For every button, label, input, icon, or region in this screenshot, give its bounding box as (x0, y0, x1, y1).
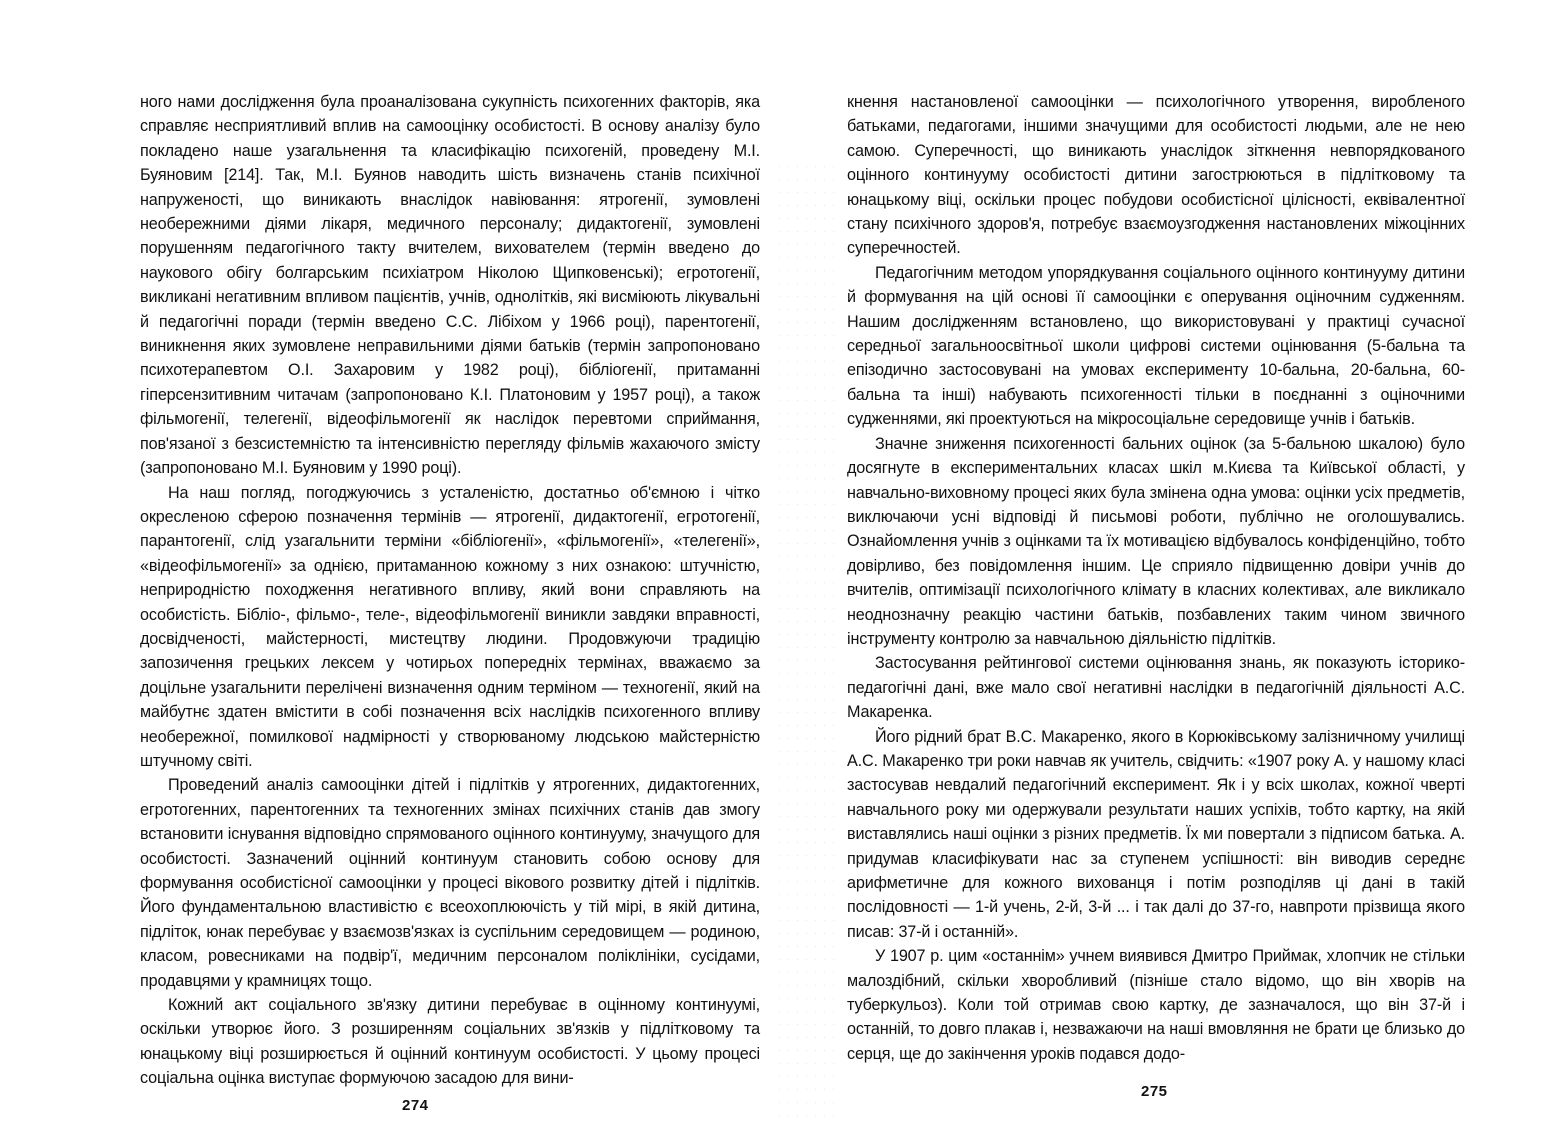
right-paragraph-4: Застосування рейтингової системи оцінювання знань, як показують історико-педагогічні дані, вже мало свої негативні наслідки в педагогічній діяльності А.С. Макаренка. (847, 654, 1465, 722)
right-paragraph-1: кнення настановленої самооцінки — психологічного утворення, виробленого батьками, педагогами, іншими значущими для особистості людьми, але не нею самою. Суперечності, що виникають унаслідок зіткнення невпорядкованого оцінного континууму особистості дитини загострюються в підлітковому та юнацькому віці, оскільки процес побудови особистісної цілісності, еквівалентної стану психічного здоров'я, потребує взаємоузгодження настановлених міжоцінних суперечностей. (847, 93, 1465, 258)
left-paragraph-3: Проведений аналіз самооцінки дітей і підлітків у ятрогенних, дидактогенних, егротогенних, парентогенних та техногенних змінах психічних станів дав змогу встановити існування відповідно спрямованого оцінного континууму, значущого для особистості. Зазначений оцінний континуум становить собою основу для формування особистісної самооцінки у процесі вікового розвитку дітей і підлітків. Його фундаментальною властивістю є всеохоплюючість у тій мірі, в якій дитина, підліток, юнак перебуває у взаємозв'язках із суспільним середовищем — родиною, класом, ровесниками на подвір'ї, медичним персоналом поліклініки, сусідами, продавцями у крамницях тощо. (140, 776, 760, 990)
left-page (140, 90, 760, 1091)
left-paragraph-4: Кожний акт соціального зв'язку дитини перебуває в оцінному континуумі, оскільки утворює його. З розширенням соціальних зв'язків у підлітковому та юнацькому віці розширюється й оцінний континуум особистості. У цьому процесі соціальна оцінка виступає формуючою засадою для вини- (140, 996, 760, 1088)
gutter-shadow (775, 160, 835, 1120)
left-paragraph-1: ного нами дослідження була проаналізована сукупність психогенних факторів, яка справляє несприятливий вплив на самооцінку особистості. В основу аналізу було покладено наше узагальнення та класифікацію психогеній, проведену М.І. Буяновим [214]. Так, М.І. Буянов наводить шість визначень станів психічної напруженості, що виникають внаслідок навіювання: ятрогенії, зумовлені необережними діями лікаря, медичного персоналу; дидактогенії, зумовлені порушенням педагогічного такту вчителем, вихователем (термін введено до наукового обігу болгарським психіатром Ніколою Щипковенські); егротогенії, викликані негативним впливом пацієнтів, учнів, однолітків, які висміюють лікувальні й педагогічні поради (термін введено С.С. Лібіхом у 1966 році), парентогенії, виникнення яких зумовлене неправильними діями батьків (термін запропоновано психотерапевтом О.І. Захаровим у 1982 році), бібліогенії, притаманні гіперсензитивним читачам (запропоновано К.І. Платоновим у 1957 році), а також фільмогенії, телегенії, відеофільмогенії як наслідок перевтоми сприймання, пов'язаної з безсистемністю та інтенсивністю перегляду фільмів жахаючого змісту (запропоновано М.І. Буяновим у 1990 році). (140, 93, 760, 478)
right-page-number: 275 (1141, 1083, 1168, 1100)
right-page (847, 90, 1465, 1066)
left-paragraph-2: На наш погляд, погоджуючись з усталеністю, достатньо об'ємною і чітко окресленою сферою позначення термінів — ятрогенії, дидактогенії, егротогенії, парантогенії, слід узагальнити терміни «бібліогенії», «фільмогенії», «телегенії», «відеофільмогенії» за однією, притаманною кожному з них ознакою: штучністю, неприродністю походження негативного впливу, який вони справляють на особистість. Бібліо-, фільмо-, теле-, відеофільмогенії виникли завдяки вправності, досвідченості, майстерності, мистецтву людини. Продовжуючи традицію запозичення грецьких лексем у чотирьох попередніх термінах, вважаємо за доцільне узагальнити перелічені визначення одним терміном — техногенії, який на майбутнє здатен вмістити в собі позначення всіх наслідків психогенного впливу необережної, помилкової надмірності у створюваному людською майстерністю штучному світі. (140, 483, 760, 770)
right-paragraph-2: Педагогічним методом упорядкування соціального оцінного континууму дитини й формування на цій основі її самооцінки є оперування оціночним судженням. Нашим дослідженням встановлено, що використовувані у практиці сучасної середньої загальноосвітньої школи цифрові системи оцінювання (5-бальна та епізодично застосовувані на умовах експерименту 10-бальна, 20-бальна, 60-бальна та інші) набувають психогенності тільки в поєднанні з оціночними судженнями, які проектуються на мікросоціальне середовище учнів і батьків. (847, 263, 1465, 429)
right-paragraph-3: Значне зниження психогенності бальних оцінок (за 5-бальною шкалою) було досягнуте в експериментальних класах шкіл м.Києва та Київської області, у навчально-виховному процесі яких була змінена одна умова: оцінки усіх предметів, виключаючи усні відповіді й письмові роботи, публічно не оголошувались. Ознайомлення учнів з оцінками та їх мотивацією відбувалось конфіденційно, тобто довірливо, без повідомлення іншим. Це сприяло підвищенню довіри учнів до вчителів, оптимізації психологічного клімату в класних колективах, але викликало неоднозначну реакцію частини батьків, позбавлених таким чином звичного інструменту контролю за навчальною діяльністю підлітків. (847, 434, 1465, 648)
left-page-number: 274 (402, 1097, 429, 1114)
right-paragraph-5: Його рідний брат В.С. Макаренко, якого в Корюківському залізничному училищі А.С. Макаренко три роки навчав як учитель, свідчить: «1907 року А. у нашому класі застосував невдалий педагогічний експеримент. Як і у всіх школах, кожної чверті навчального року ми одержували результати наших успіхів, тобто картку, на якій виставлялись наші оцінки з різних предметів. Їх ми повертали з підписом батька. А. придумав класифікувати нас за ступенем успішності: він виводив середнє арифметичне для кожного вихованця і потім розподіляв ці дані в такій послідовності — 1-й учень, 2-й, 3-й ... і так далі до 37-го, навпроти прізвища якого писав: 37-й і останній». (847, 727, 1465, 941)
right-paragraph-6: У 1907 р. цим «останнім» учнем виявився Дмитро Приймак, хлопчик не стільки малоздібний, скільки хворобливий (пізніше стало відомо, що він хворів на туберкульоз). Коли той отримав свою картку, де зазначалося, що він 37-й і останній, то довго плакав і, незважаючи на наші вмовляння не брати це близько до серця, ще до закінчення уроків подався додо- (847, 947, 1465, 1063)
